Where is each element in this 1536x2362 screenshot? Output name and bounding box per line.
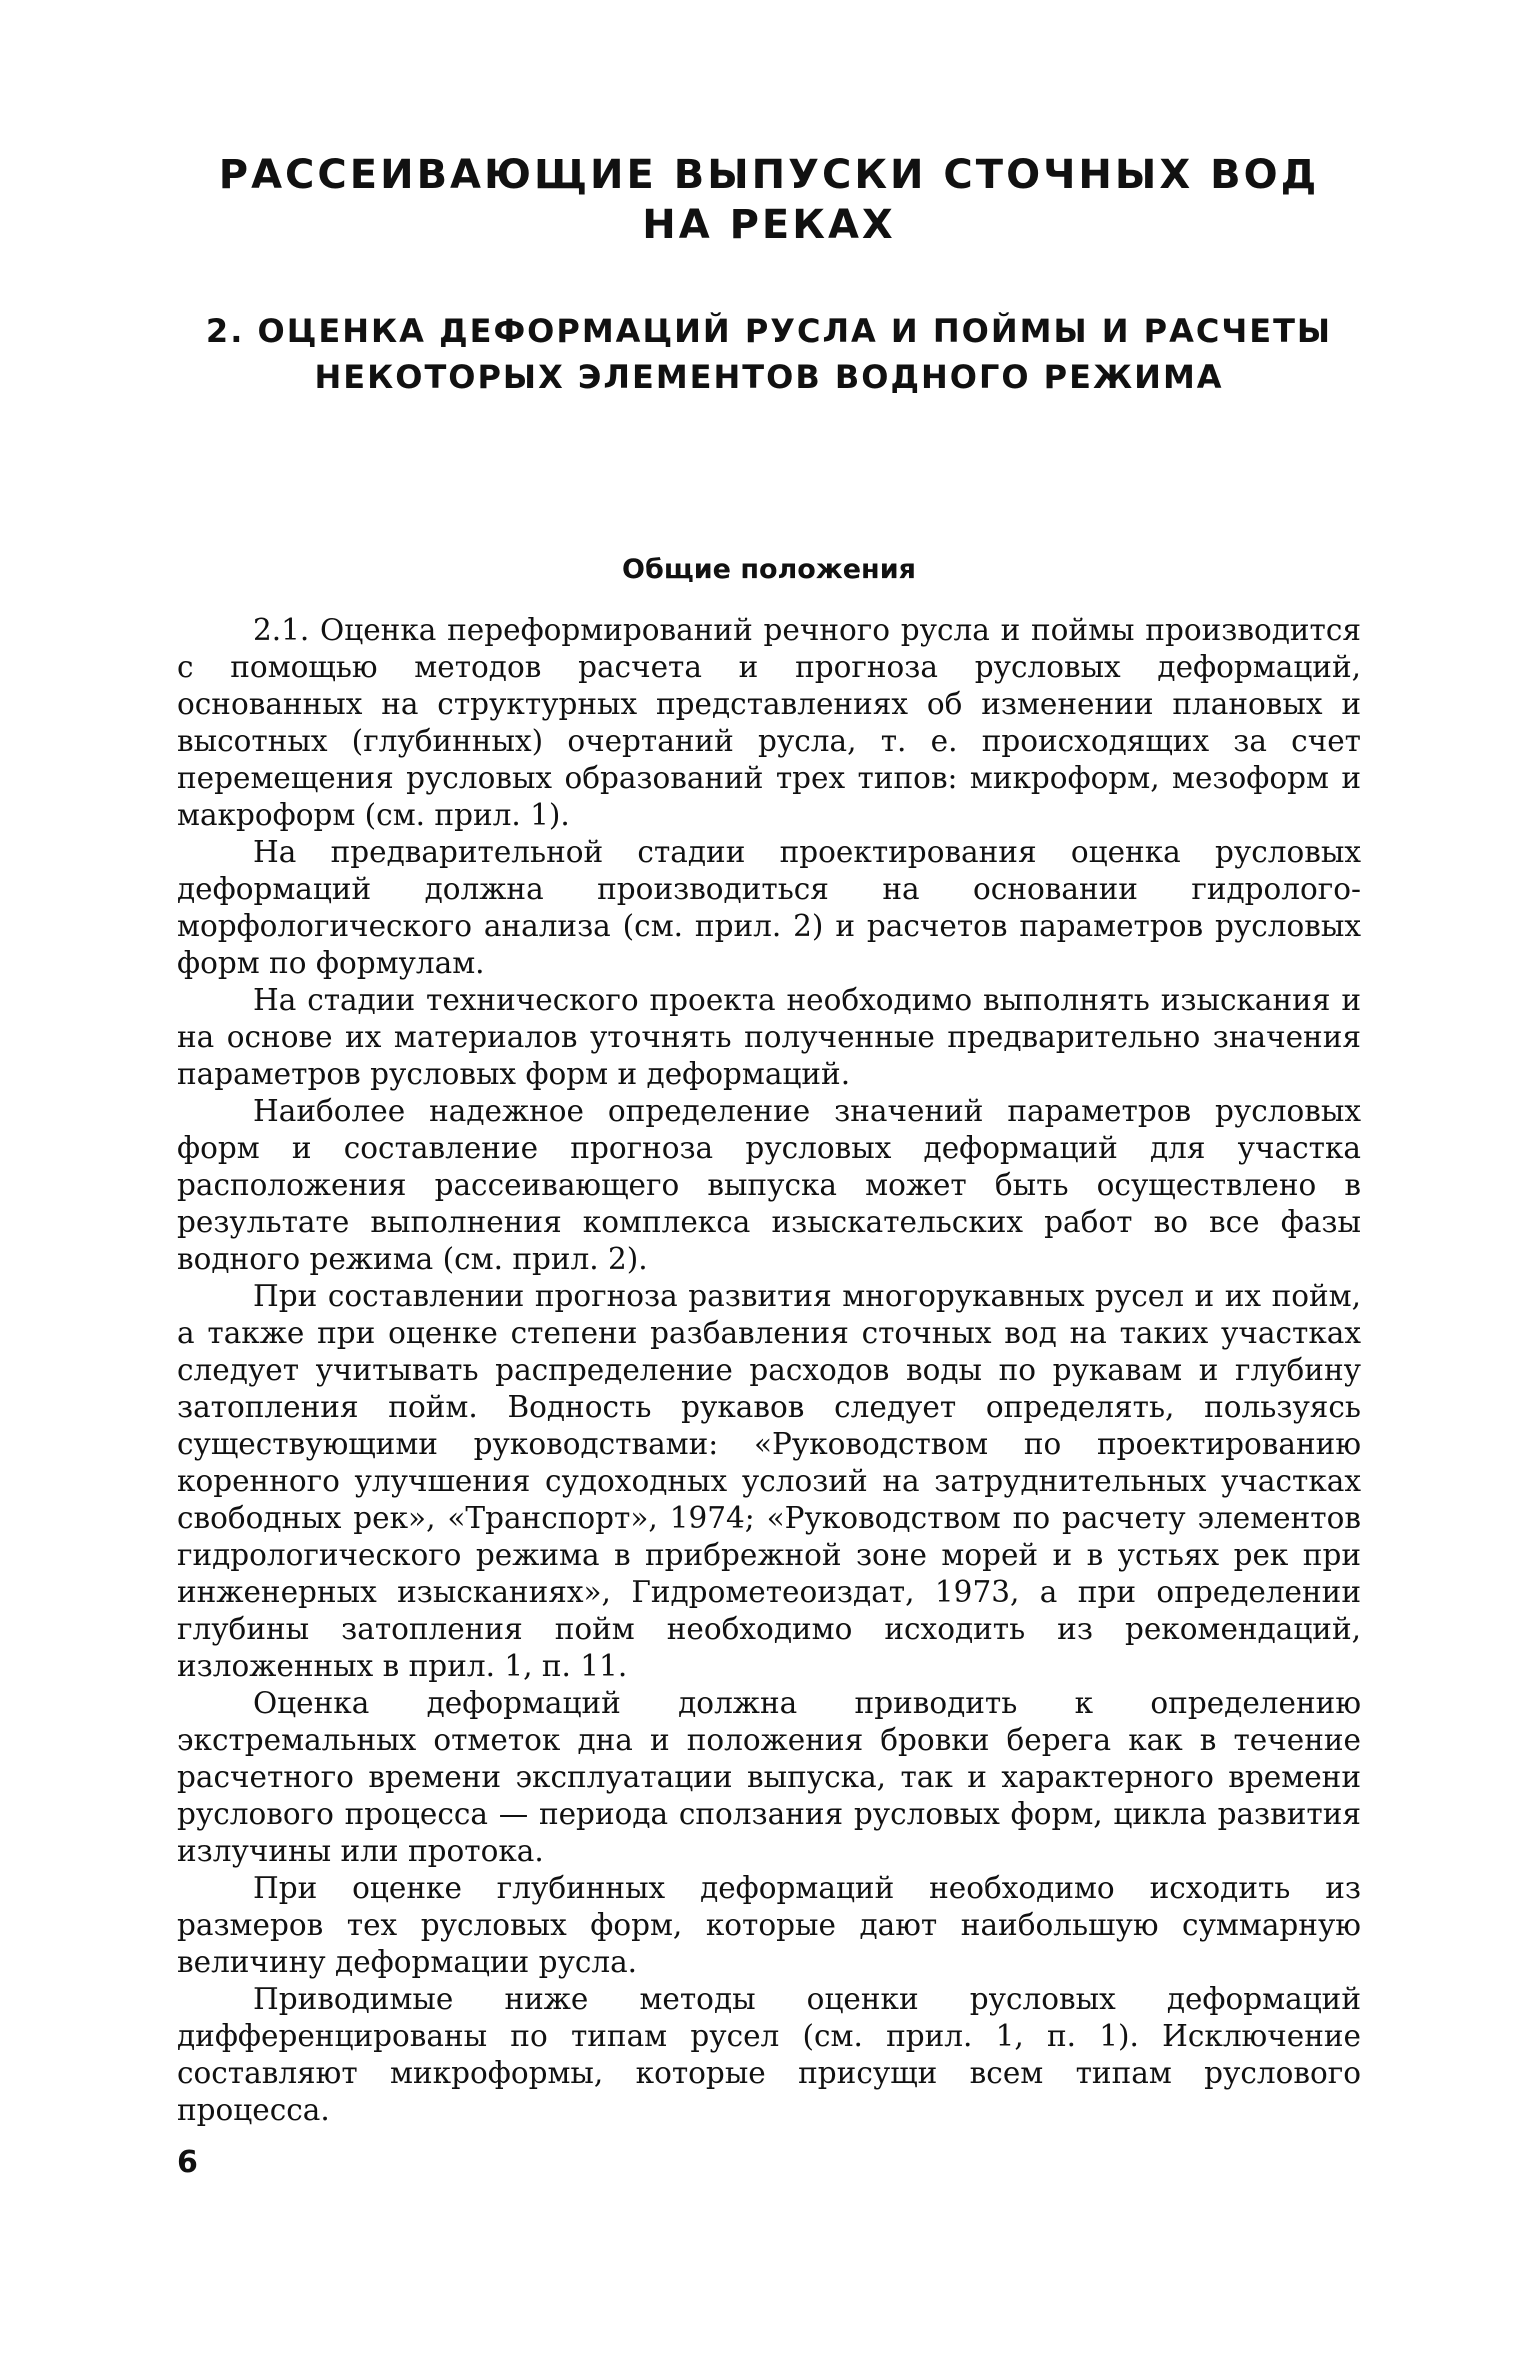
paragraph: На стадии технического проекта необходимо выполнять изыскания и на основе их материалов уточнять полученные предварительно значения параметров русловых форм и деформаций. [177, 983, 1361, 1091]
page-number: 6 [177, 2145, 198, 2180]
paragraph: При составлении прогноза развития многорукавных русел и их пойм, а также при оценке степени разбавления сточных вод на таких участках следует учитывать распределение расходов воды по рукавам и глубину затопления пойм. Водность рукавов следует определять, пользуясь существующими руководствами: «Руководством по проектированию коренного улучшения судоходных услозий на затруднительных участках свободных рек», «Транспорт», 1974; «Руководством по расчету элементов гидрологического режима в прибрежной зоне морей и в устьях рек при инженерных изысканиях», Гидрометеоиздат, 1973, а при определении глубины затопления пойм необходимо исходить из рекомендаций, изложенных в прил. 1, п. 11. [177, 1279, 1361, 1683]
section-title-line: 2. ОЦЕНКА ДЕФОРМАЦИЙ РУСЛА И ПОЙМЫ И РАСЧЕТЫ [205, 312, 1333, 350]
body-text [177, 612, 1361, 2129]
paragraph: 2.1. Оценка переформирований речного русла и поймы производится с помощью методов расчета и прогноза русловых деформаций, основанных на структурных представлениях об изменении плановых и высотных (глубинных) очертаний русла, т. е. происходящих за счет перемещения русловых образований трех типов: микроформ, мезоформ и макроформ (см. прил. 1). [177, 613, 1361, 832]
subsection-title: Общие положения [622, 554, 916, 585]
paragraph: Наиболее надежное определение значений параметров русловых форм и составление прогноза русловых деформаций для участка расположения рассеивающего выпуска может быть осуществлено в результате выполнения комплекса изыскательских работ во все фазы водного режима (см. прил. 2). [177, 1094, 1361, 1276]
document-title-line: РАССЕИВАЮЩИЕ ВЫПУСКИ СТОЧНЫХ ВОД [218, 152, 1320, 198]
section-title [177, 308, 1361, 400]
document-title-line: НА РЕКАХ [642, 202, 896, 248]
document-title [177, 150, 1361, 250]
document-page [177, 150, 1361, 2129]
paragraph: На предварительной стадии проектирования оценка русловых деформаций должна производиться на основании гидролого-морфологического анализа (см. прил. 2) и расчетов параметров русловых форм по формулам. [177, 835, 1361, 980]
paragraph: Приводимые ниже методы оценки русловых деформаций дифференцированы по типам русел (см. прил. 1, п. 1). Исключение составляют микроформы, которые присущи всем типам руслового процесса. [177, 1982, 1361, 2127]
section-title-line: НЕКОТОРЫХ ЭЛЕМЕНТОВ ВОДНОГО РЕЖИМА [314, 358, 1224, 396]
paragraph: При оценке глубинных деформаций необходимо исходить из размеров тех русловых форм, которые дают наибольшую суммарную величину деформации русла. [177, 1871, 1361, 1979]
paragraph: Оценка деформаций должна приводить к определению экстремальных отметок дна и положения бровки берега как в течение расчетного времени эксплуатации выпуска, так и характерного времени руслового процесса — периода сползания русловых форм, цикла развития излучины или протока. [177, 1686, 1361, 1868]
